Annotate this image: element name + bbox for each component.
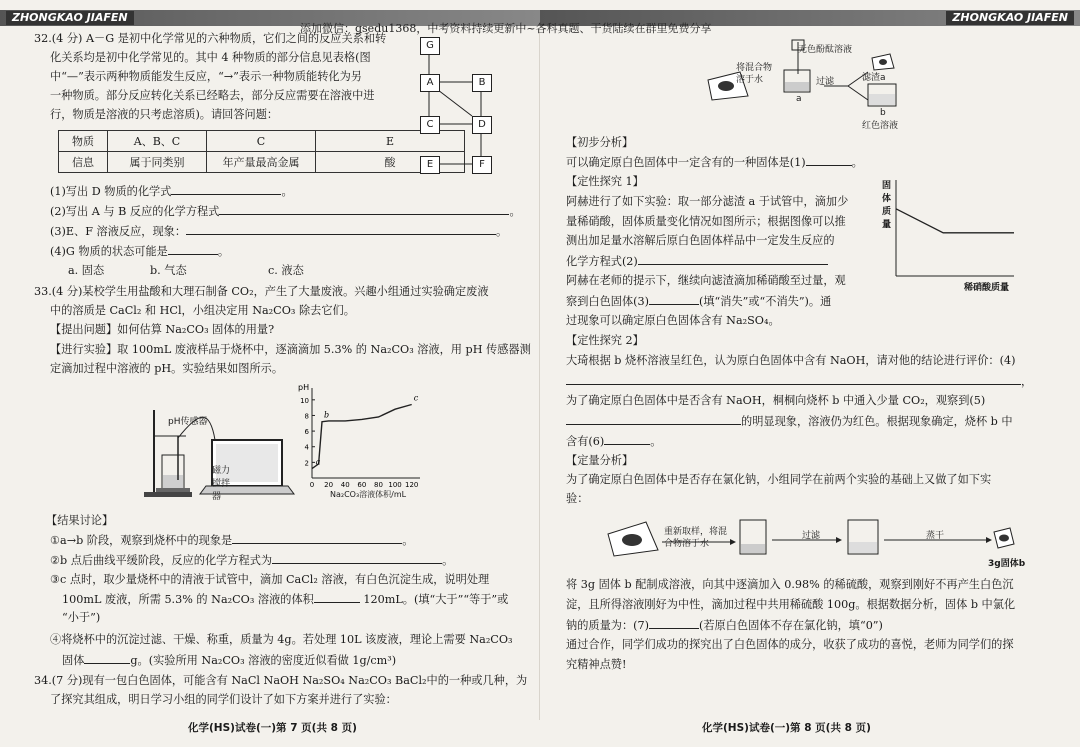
table-cell: 属于同类别: [108, 152, 207, 173]
q33-d3b-text: 100mL 废液，所需 5.3% 的 Na₂CO₃ 溶液的体积: [62, 593, 314, 606]
q33-d3b: [62, 590, 508, 609]
q33-line1: 33.(4 分)某校学生用盐酸和大理石制备 CO₂，产生了大量废液。兴趣小组通过实验确定废液: [34, 285, 489, 298]
y-tick-label: 8: [304, 412, 309, 421]
q32-sub2-text: (2)写出 A 与 B 反应的化学方程式: [50, 205, 220, 218]
q32-option-a: a. 固态: [68, 264, 105, 277]
ph-chart-xlabel: Na₂CO₃溶液体积/mL: [330, 490, 407, 499]
table-cell: 物质: [59, 131, 108, 152]
answer-blank[interactable]: [186, 222, 496, 235]
q33-d4c-text: g。(实验所用 Na₂CO₃ 溶液的密度近似看做 1g/cm³): [130, 654, 397, 667]
x-tick-label: 60: [357, 481, 367, 489]
q1-l1: 阿赫进行了如下实验：取一部分滤渣 a 于试管中，滴加少: [566, 195, 849, 208]
q1-l5: 阿赫在老师的提示下，继续向滤渣滴加稀硝酸至过量，观: [566, 274, 846, 287]
q33-d2: ②b 点后曲线平缓阶段，反应的化学方程式为 。: [50, 551, 453, 570]
q3-l7: 究精神点赞!: [566, 658, 627, 671]
table-cell: E: [316, 131, 465, 152]
filter-label: 过滤: [816, 77, 835, 87]
answer-blank[interactable]: [219, 202, 509, 215]
prelim-text-body: 可以确定原白色固体中一定含有的一种固体是(1): [566, 156, 806, 169]
footer-right: 化学(HS)试卷(一)第 8 页(共 8 页): [702, 722, 871, 734]
answer-blank[interactable]: [168, 242, 218, 255]
q32-sub4: (4)G 物质的状态可能是 。: [50, 242, 229, 261]
q3-l2: 验：: [566, 492, 589, 505]
q1-l6b-text: (填“消失”或“不消失”)。通: [698, 295, 832, 308]
q32-sub2: (2)写出 A 与 B 反应的化学方程式 。: [50, 202, 521, 221]
q32-line1: 32.(4 分) A－G 是初中化学常见的六种物质，它们之间的反应关系和转: [34, 32, 387, 45]
answer-blank[interactable]: [649, 616, 699, 629]
q1-l6-text: 察到白色固体(3): [566, 295, 649, 308]
q32-line2: 化关系均是初中化学常见的。其中 4 种物质的部分信息见表格(图: [50, 51, 371, 64]
x-tick-label: 120: [405, 481, 419, 489]
q1-l3: 测出加足量水溶解后原白色固体样品中一定发生反应的: [566, 234, 835, 247]
answer-blank[interactable]: [84, 651, 130, 664]
node-d: D: [472, 116, 492, 134]
q32-line4: 一种物质。部分反应转化关系已经略去，部分反应需要在溶液中进: [50, 89, 375, 102]
flow-step1-a: 重新取样，将混: [664, 527, 728, 537]
answer-blank[interactable]: [649, 292, 699, 305]
q32-line3: 中“—”表示两种物质能发生反应，“→”表示一种物质能转化为另: [50, 70, 362, 83]
q34-line1: 34.(7 分)现有一包白色固体，可能含有 NaCl NaOH Na₂SO₄ Na₂CO₃ BaCl₂中的一种或几种，为: [34, 674, 528, 687]
beaker-b-label: b: [880, 108, 886, 118]
q33-d1: ①a→b 阶段，观察到烧杯中的现象是 。: [50, 531, 413, 550]
table-cell: 年产量最高金属: [207, 152, 316, 173]
q2-l3-text: 的明显现象，溶液仍为红色。根据现象确定，烧杯 b 中: [741, 415, 1013, 428]
q3-l5: [566, 616, 883, 635]
node-f: F: [472, 156, 492, 174]
q32-sub4-text: (4)G 物质的状态可能是: [50, 245, 168, 258]
q33-d3d: “小于”): [62, 611, 101, 624]
q33-line2: 中的溶质是 CaCl₂ 和 HCl，小组决定用 Na₂CO₃ 除去它们。: [50, 304, 355, 317]
q33-d1-text: ①a→b 阶段，观察到烧杯中的现象是: [50, 534, 233, 547]
q3-l6: 通过合作，同学们成功的探究出了白色固体的成分，收获了成功的喜悦，老师为同学们的探: [566, 638, 1014, 651]
prelim-heading: 【初步分析】: [566, 136, 634, 149]
answer-blank[interactable]: [638, 252, 828, 265]
q32-line5: 行，物质是溶液的只考虑溶质)。请回答问题：: [50, 108, 279, 121]
flow-filter: 过滤: [802, 531, 821, 541]
table-cell: 酸: [316, 152, 465, 173]
q33-line4: 【进行实验】取 100mL 废液样品于烧杯中，逐滴滴加 5.3% 的 Na₂CO₃ 溶液，用 pH 传感器测: [50, 343, 531, 356]
q33-d4a: ④将烧杯中的沉淀过滤、干燥、称重，质量为 4g。若处理 10L 该废液，理论上需要 Na₂CO₃: [50, 633, 513, 646]
node-e: E: [420, 156, 440, 174]
y-tick-label: 2: [304, 459, 309, 468]
indicator-label: 无色酚酞溶液: [798, 45, 853, 55]
table-cell: A、B、C: [108, 131, 207, 152]
node-g: G: [420, 37, 440, 55]
mass-chart-xlabel: 稀硝酸质量: [964, 283, 1010, 293]
q2-l3: [566, 412, 1013, 431]
q32-option-b: b. 气态: [150, 264, 187, 277]
right-page: [540, 0, 1080, 747]
q32-sub1: (1)写出 D 物质的化学式 。: [50, 182, 293, 201]
answer-blank[interactable]: [272, 551, 442, 564]
ph-chart: [290, 382, 430, 494]
answer-blank[interactable]: [314, 590, 360, 603]
q33-line3: 【提出问题】如何估算 Na₂CO₃ 固体的用量?: [50, 323, 275, 336]
y-tick-label: 4: [304, 443, 309, 452]
q2-l4: 含有(6) 。: [566, 432, 661, 451]
prelim-text: 可以确定原白色固体中一定含有的一种固体是(1) 。: [566, 153, 863, 172]
q1-l7: 过现象可以确定原白色固体含有 Na₂SO₄。: [566, 314, 780, 327]
x-tick-label: 0: [309, 481, 315, 489]
node-b: B: [472, 74, 492, 92]
q3-l4: 淀，且所得溶液刚好为中性，滴加过程中共用稀硫酸 100g。根据数据分析，固体 b 中氯化: [566, 598, 1016, 611]
q3-l3: 将 3g 固体 b 配制成溶液，向其中逐滴加入 0.98% 的稀硫酸，观察到刚好不再产生白色沉: [566, 578, 1014, 591]
answer-blank[interactable]: [171, 182, 281, 195]
answer-blank[interactable]: [566, 372, 1021, 385]
q3-heading: 【定量分析】: [566, 454, 634, 467]
node-a: A: [420, 74, 440, 92]
y-axis-label: pH: [298, 383, 310, 392]
q33-d4b-text: 固体: [62, 654, 85, 667]
mass-chart: [880, 172, 1020, 290]
stirrer-label: 磁力搅拌器: [212, 466, 231, 502]
q32-option-c: c. 液态: [268, 264, 304, 277]
q2-l2: 为了确定原白色固体中是否含有 NaOH，桐桐向烧杯 b 中通入少量 CO₂，观察到(5): [566, 394, 986, 407]
q1-l6: [566, 292, 831, 311]
q34-line2: 了探究其组成，明日学习小组的同学们设计了如下方案并进行了实验：: [50, 693, 397, 706]
watermark-text: 添加微信：gsedu1368，中考资料持续更新中~各科真题、干货陆续在群里免费分享: [300, 22, 712, 35]
q3-l5b-text: (若原白色固体不存在氯化钠，填“0”): [698, 619, 883, 632]
q2-heading: 【定性探究 2】: [566, 334, 644, 347]
q3-l5-text: 钠的质量为：(7): [566, 619, 649, 632]
footer-left: 化学(HS)试卷(一)第 7 页(共 8 页): [188, 722, 357, 734]
q33-d4b: [62, 651, 396, 670]
mass-curve: [896, 209, 1014, 233]
y-tick-label: 6: [304, 428, 309, 437]
answer-blank[interactable]: [604, 432, 650, 445]
q33-line5: 定滴加过程中溶液的 pH。实验结果如图所示。: [50, 362, 284, 375]
brand-right: ZHONGKAO JIAFEN: [946, 11, 1074, 25]
x-tick-label: 20: [324, 481, 334, 489]
red-solution-label: 红色溶液: [862, 121, 899, 131]
point-label-a: a: [315, 457, 321, 467]
q33-d2-text: ②b 点后曲线平缓阶段，反应的化学方程式为: [50, 554, 273, 567]
point-label-b: b: [323, 410, 330, 420]
answer-blank[interactable]: [566, 412, 741, 425]
q33-d3a: ③c 点时，取少量烧杯中的清液于试管中，滴加 CaCl₂ 溶液，有白色沉淀生成，说明处理: [50, 573, 490, 586]
flow-dry: 蒸干: [926, 531, 945, 541]
y-tick-label: 10: [300, 396, 309, 405]
q3-l1: 为了确定原白色固体中是否存在氯化钠，小组同学在前两个实验的基础上又做了如下实: [566, 473, 992, 486]
q2-blank-row: ，: [566, 372, 1032, 391]
x-tick-label: 100: [388, 481, 402, 489]
mix-label: 将混合物: [736, 63, 773, 73]
answer-blank[interactable]: [232, 531, 402, 544]
flow-product: 3g固体b: [988, 559, 1026, 569]
dissolve-label: 溶于水: [736, 75, 764, 85]
q2-l1: 大琦根据 b 烧杯溶液呈红色，认为原白色固体中含有 NaOH，请对他的结论进行评价：(4): [566, 354, 1016, 367]
table-cell: 信息: [59, 152, 108, 173]
table-cell: C: [207, 131, 316, 152]
q1-l2: 量稀硝酸，固体质量变化情况如图所示；根据图像可以推: [566, 215, 846, 228]
q33-discussion: 【结果讨论】: [46, 514, 114, 527]
mass-chart-ylabel: 固体质量: [882, 181, 892, 230]
q1-l4: [566, 252, 828, 271]
q32-info-table: [58, 130, 465, 173]
q33-d3c-text: 120mL。(填“大于”“等于”或: [363, 593, 509, 606]
x-tick-label: 40: [340, 481, 350, 489]
q32-sub1-text: (1)写出 D 物质的化学式: [50, 185, 172, 198]
brand-left: ZHONGKAO JIAFEN: [6, 11, 134, 25]
q1-l4-text: 化学方程式(2): [566, 255, 638, 268]
q2-l4-text: 含有(6): [566, 435, 605, 448]
q32-sub3-text: (3)E、F 溶液反应，现象：: [50, 225, 187, 238]
x-tick-label: 80: [374, 481, 383, 489]
residue-label: 滤渣a: [862, 73, 886, 83]
point-label-c: c: [413, 393, 419, 403]
node-c: C: [420, 116, 440, 134]
beaker-a-label: a: [796, 94, 802, 104]
ph-sensor-label: pH传感器: [168, 417, 208, 427]
flow-step1-b: 合物溶于水: [664, 539, 710, 549]
answer-blank[interactable]: [806, 153, 852, 166]
q1-heading: 【定性探究 1】: [566, 175, 644, 188]
q32-sub3: (3)E、F 溶液反应，现象： 。: [50, 222, 507, 241]
